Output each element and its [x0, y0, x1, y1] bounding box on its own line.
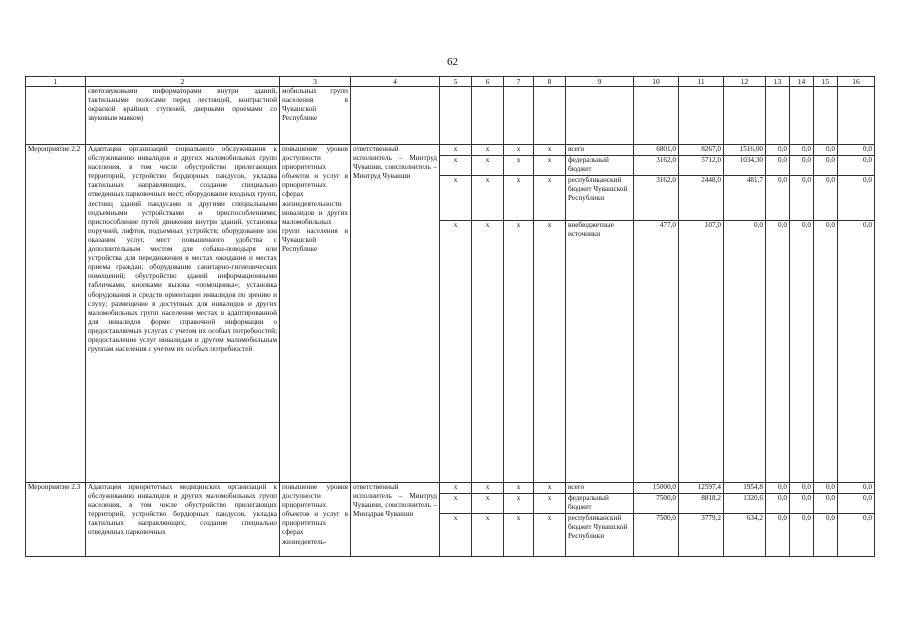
code-cell: x: [472, 145, 504, 156]
cont-col9: [566, 87, 634, 145]
measure-number: Мероприятие 2.2: [26, 145, 86, 483]
column-number-5: 5: [440, 77, 472, 87]
code-cell: x: [472, 483, 504, 494]
column-number-4: 4: [351, 77, 440, 87]
measure-number: Мероприятие 2.3: [26, 483, 86, 557]
funding-source: федеральный бюджет: [566, 156, 634, 176]
cont-col11: [679, 87, 724, 145]
funding-source: федеральный бюджет: [566, 494, 634, 514]
amount-cell: 0,0: [814, 156, 838, 176]
code-cell: x: [504, 176, 534, 221]
cont-col15: [814, 87, 838, 145]
amount-cell: 0,0: [814, 145, 838, 156]
column-number-9: 9: [566, 77, 634, 87]
amount-cell: 481,7: [724, 176, 766, 221]
page-number: 62: [447, 56, 458, 68]
amount-cell: 0,0: [790, 221, 814, 483]
code-cell: x: [504, 156, 534, 176]
program-table: [25, 76, 875, 557]
amount-cell: 0,0: [766, 156, 790, 176]
cont-col6: [472, 87, 504, 145]
measure-executor: ответственный исполнитель – Минтруд Чувашии, соисполнитель – Минтруд Чувашии: [351, 145, 440, 483]
cont-col10: [634, 87, 679, 145]
amount-cell: 0,0: [790, 483, 814, 494]
amount-cell: 3779,2: [679, 514, 724, 557]
amount-cell: 0,0: [814, 514, 838, 557]
amount-cell: 0,0: [838, 494, 875, 514]
amount-cell: 1034,30: [724, 156, 766, 176]
amount-cell: 0,0: [790, 514, 814, 557]
amount-cell: 477,0: [634, 221, 679, 483]
code-cell: x: [534, 145, 566, 156]
funding-source: всего: [566, 145, 634, 156]
cont-col13: [766, 87, 790, 145]
code-cell: x: [504, 494, 534, 514]
amount-cell: 0,0: [766, 483, 790, 494]
amount-cell: 0,0: [790, 494, 814, 514]
amount-cell: 0,0: [766, 494, 790, 514]
cont-description: светозвуковыми информаторами внутри зданий, тактильными полосами перед лестницей, контрастной окраской крайних ступеней, дверными проемами со звуковым маяком): [86, 87, 280, 145]
code-cell: x: [504, 221, 534, 483]
amount-cell: 0,0: [838, 176, 875, 221]
amount-cell: 0,0: [838, 156, 875, 176]
column-number-10: 10: [634, 77, 679, 87]
amount-cell: 1954,8: [724, 483, 766, 494]
amount-cell: 0,0: [838, 483, 875, 494]
cont-col8: [534, 87, 566, 145]
amount-cell: 5712,0: [679, 156, 724, 176]
code-cell: x: [440, 176, 472, 221]
m23-row-0: [26, 483, 875, 494]
code-cell: x: [472, 514, 504, 557]
column-number-12: 12: [724, 77, 766, 87]
amount-cell: 0,0: [790, 156, 814, 176]
code-cell: x: [504, 145, 534, 156]
amount-cell: 12597,4: [679, 483, 724, 494]
code-cell: x: [534, 176, 566, 221]
code-cell: x: [440, 221, 472, 483]
amount-cell: 15000,0: [634, 483, 679, 494]
cont-result: мобильных групп населения в Чувашской Республике: [280, 87, 351, 145]
amount-cell: 8818,2: [679, 494, 724, 514]
amount-cell: 0,0: [814, 494, 838, 514]
code-cell: x: [504, 514, 534, 557]
column-number-16: 16: [838, 77, 875, 87]
code-cell: x: [534, 483, 566, 494]
code-cell: x: [534, 221, 566, 483]
cont-col12: [724, 87, 766, 145]
amount-cell: 3162,0: [634, 176, 679, 221]
amount-cell: 0,0: [766, 221, 790, 483]
code-cell: x: [534, 514, 566, 557]
amount-cell: 1320,6: [724, 494, 766, 514]
code-cell: x: [534, 494, 566, 514]
cont-col4: [351, 87, 440, 145]
amount-cell: 7500,0: [634, 514, 679, 557]
code-cell: x: [440, 514, 472, 557]
measure-description: Адаптация организаций социального обслуживания к обслуживанию инвалидов и других маломобильных групп населения, в том числе обустройство прилегающих территорий, устройство бордюрных пандусов, укладка тактильных направляющих, создание специально отведенных парковочных мест; оборудование входных групп, лестниц зданий пандусами и другими специальными подъемными устройствами и приспособлениями; приспособление путей движения внутри зданий, установка поручней, лифтов, подъемных устройств; оборудование зон оказания услуг, мест повышенного удобства с дополнительным местом для собаки-поводыря или устройства для передвижения в местах ожидания и местах приема граждан; оборудование санитарно-гигиенических помещений; обустройство зданий информационными табличками, кнопками вызова «помощника»; установка оборудования и средств ориентации инвалидов по зрению и слуху; размещение в доступных для инвалидов и других маломобильных групп населения местах в адаптированной для инвалидов форме справочной информации о предоставляемых услугах с учетом их особых потребностей; предоставление услуг инвалидам и другим маломобильным группам населения с учетом их особых потребностей: [86, 145, 280, 483]
funding-source: внебюджетные источники: [566, 221, 634, 483]
amount-cell: 0,0: [766, 176, 790, 221]
cont-col16: [838, 87, 875, 145]
amount-cell: 2448,0: [679, 176, 724, 221]
code-cell: x: [504, 483, 534, 494]
measure-executor: ответственный исполнитель – Минтруд Чувашии, соисполнитель – Минздрав Чувашии: [351, 483, 440, 557]
amount-cell: 0,0: [790, 176, 814, 221]
amount-cell: 6801,0: [634, 145, 679, 156]
amount-cell: 7500,0: [634, 494, 679, 514]
amount-cell: 0,0: [838, 145, 875, 156]
cont-col1: [26, 87, 86, 145]
amount-cell: 1516,00: [724, 145, 766, 156]
code-cell: x: [534, 156, 566, 176]
amount-cell: 0,0: [814, 221, 838, 483]
column-number-1: 1: [26, 77, 86, 87]
column-number-13: 13: [766, 77, 790, 87]
column-number-7: 7: [504, 77, 534, 87]
column-number-11: 11: [679, 77, 724, 87]
m22-row-0: [26, 145, 875, 156]
column-number-2: 2: [86, 77, 280, 87]
column-number-row: [26, 77, 875, 87]
amount-cell: 0,0: [838, 221, 875, 483]
code-cell: x: [472, 221, 504, 483]
column-number-6: 6: [472, 77, 504, 87]
cont-col14: [790, 87, 814, 145]
amount-cell: 0,0: [838, 514, 875, 557]
amount-cell: 634,2: [724, 514, 766, 557]
amount-cell: 0,0: [724, 221, 766, 483]
amount-cell: 3162,0: [634, 156, 679, 176]
continuation-row: [26, 87, 875, 145]
funding-source: республиканский бюджет Чувашской Республики: [566, 514, 634, 557]
cont-col7: [504, 87, 534, 145]
code-cell: x: [472, 494, 504, 514]
amount-cell: 0,0: [814, 176, 838, 221]
code-cell: x: [472, 176, 504, 221]
code-cell: x: [440, 145, 472, 156]
amount-cell: 0,0: [766, 514, 790, 557]
column-number-15: 15: [814, 77, 838, 87]
funding-source: всего: [566, 483, 634, 494]
amount-cell: 8267,0: [679, 145, 724, 156]
amount-cell: 0,0: [766, 145, 790, 156]
measure-result: повышение уровня доступности приоритетных объектов и услуг в приоритетных сферах жизнедеятельности инвалидов и других маломобильных групп населения в Чувашской Республике: [280, 145, 351, 483]
code-cell: x: [440, 494, 472, 514]
code-cell: x: [472, 156, 504, 176]
funding-source: республиканский бюджет Чувашской Республики: [566, 176, 634, 221]
measure-result: повышение уровня доступности приоритетных объектов и услуг в приоритетных сферах жизнедеятель-: [280, 483, 351, 557]
amount-cell: 0,0: [790, 145, 814, 156]
cont-col5: [440, 87, 472, 145]
column-number-3: 3: [280, 77, 351, 87]
code-cell: x: [440, 483, 472, 494]
amount-cell: 0,0: [814, 483, 838, 494]
column-number-14: 14: [790, 77, 814, 87]
measure-description: Адаптация приоритетных медицинских организаций к обслуживанию инвалидов и других маломобильных групп населения, в том числе обустройство прилегающих территорий, устройство бордюрных пандусов, укладка тактильных направляющих, создание специально отведенных парковочных: [86, 483, 280, 557]
code-cell: x: [440, 156, 472, 176]
column-number-8: 8: [534, 77, 566, 87]
amount-cell: 107,0: [679, 221, 724, 483]
